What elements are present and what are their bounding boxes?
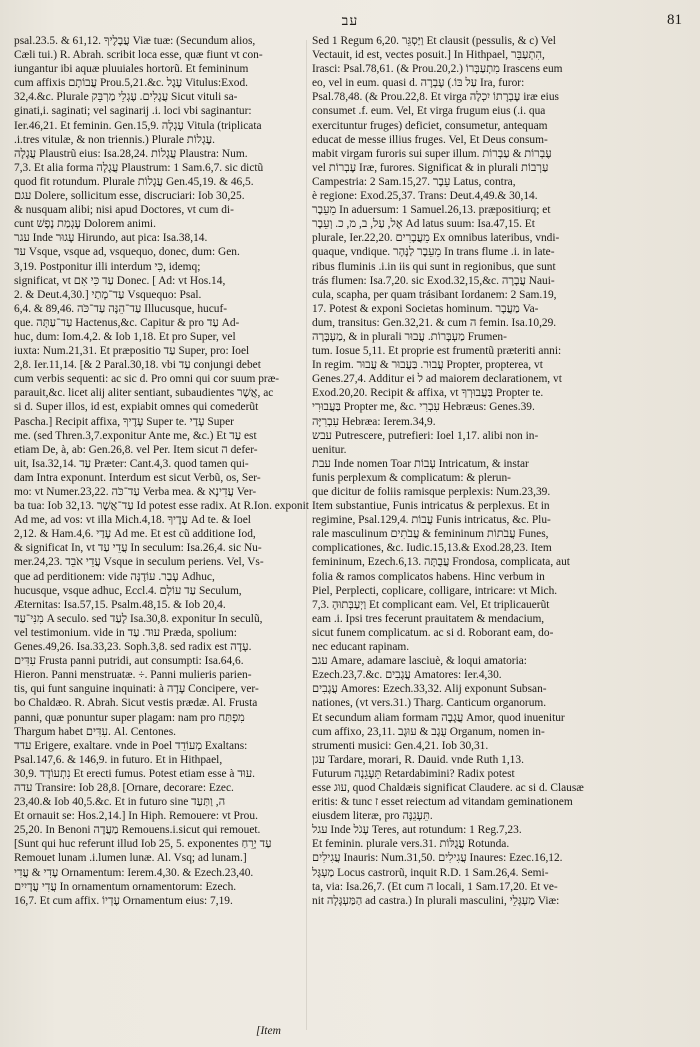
text-line: Æternitas: Isa.57,15. Psalm.48,15. & Iob 20,4. — [14, 598, 226, 611]
text-line: panni, quæ ponuntur super plagam: nam pro מִפְתַּח — [14, 711, 245, 724]
text-line: עגב Amare, adamare lasciuè, & loqui amatoria: — [312, 655, 527, 668]
text-line: huc, dum: Iom.4,2. & Iob 1,18. Et pro Super, vel — [14, 330, 236, 343]
text-line: 17. Potest & exponi Societas hominum. מַעֲבָר Va- — [312, 302, 539, 315]
text-line: strumenti musici: Gen.4,21. Iob 30,31. — [312, 739, 489, 752]
text-line: Futurum תֵּעָגֵנָה Retardabimini? Radix potest — [312, 767, 515, 780]
text-line: ribus fluminis .i.in iis qui sunt in regionibus, que sunt — [312, 260, 556, 273]
text-line: iungantur ibi aquæ pluuiales hortorũ. Et femininum — [14, 63, 249, 76]
text-line: עד Vsque, vsque ad, vsquequo, donec, dum: Gen. — [14, 246, 240, 259]
text-line: ta, via: Isa.26,7. (Et cum ה locali, 1 Sam.17,20. Et ve- — [312, 880, 558, 893]
text-line: mer.24,23. עֲדֵי אֹבֵד Vsque in seculum periens. Vel, Vs- — [14, 556, 264, 569]
text-line: עבש Putrescere, putrefieri: Ioel 1,17. alibi non in- — [312, 429, 539, 442]
text-line: עִדִּים Frusta panni putridi, aut consumpti: Isa.64,6. — [14, 655, 244, 668]
text-line: מַעְגָּל Locus castrorũ, inquit R.D. 1 Sam.26,4. Semi- — [312, 866, 549, 879]
text-line: iuxta: Num.21,31. Et præpositio עַד Super, pro: Ioel — [14, 345, 250, 358]
text-line: nec educant rapinam. — [312, 641, 410, 654]
text-line: consumet .f. eum. Vel, Et virga frugum eius (.i. qua — [312, 105, 546, 118]
text-line: me. (sed Thren.3,7.exponitur Ante me, &c.) Et עַד est — [14, 429, 257, 442]
text-line: hucusque, vsque adhuc, Eccl.4. עַד עוֹלָם Seculum, — [14, 584, 242, 597]
text-line: Cæli tui.) R. Abrah. scribit loca esse, quæ fiunt vt con- — [14, 49, 263, 62]
text-line: dum, transitus: Gen.32,21. & cum ה femin. Isa.10,29. — [312, 316, 557, 329]
text-line: que. עַד־עַתָּה Hactenus,&c. Capitur & pro עַד Ad- — [14, 316, 240, 329]
text-line: uit, Isa.32,14. עַד Præter: Cant.4,3. quod tamen qui- — [14, 457, 249, 470]
text-line: 7,3. וַיְעַבְּתוּהָ Et complicant eam. Vel, Et triplicauerũt — [312, 598, 550, 611]
text-line: è regione: Exod.25,37. Trans: Deut.4,49.& 30,14. — [312, 190, 538, 203]
text-line: Hieron. Panni menstruatæ. ÷. Panni mulieris parien- — [14, 669, 252, 682]
text-line: Genes.27,4. Additur ei ל ad maiorem declarationem, vt — [312, 373, 562, 386]
text-line: nit הַמַּעְגָּלָה ad castra.) In plurali masculini, מַעְגְּלֵי Viæ: — [312, 894, 560, 907]
text-line: & significat In, vt עֲדֵי עַד In seculum: Isa.26,4. sic Nu- — [14, 542, 262, 555]
text-line: psal.23.5. & 61,12. עֲבָלֶיךָ Viæ tuæ: (Secundum alios, — [14, 35, 256, 47]
text-line: In regim. עֲבוּר. בַּעֲבוּר & עֲבוּר Propter, propterea, vt — [312, 359, 543, 372]
text-line: rale masculinum עֲבֹתִים & femininum עֲבֹתוֹת Funes, — [312, 528, 549, 541]
text-line: Ier.46,21. Et feminin. Gen.15,9. עֶגְלָה Vitula (triplicata — [14, 119, 262, 132]
text-line: [Sunt qui huc referunt illud Iob 25, 5. exponentes עַד יָרֵחַ — [14, 838, 272, 851]
text-line: cum affixo, 23,11. עֻגָב & עוּגָב Organum, nomen in- — [312, 725, 545, 738]
text-line: עגר Inde עָגוּר Hirundo, aut pica: Isa.38,14. — [14, 232, 208, 245]
text-line: Et feminin. plurale vers.31. עֲגֻלּוֹת Rotunda. — [312, 838, 510, 851]
text-line: bo Chaldæo. R. Abrah. Sicut vestis prædæ. Al. Frusta — [14, 697, 258, 710]
page-number: 81 — [667, 12, 682, 28]
text-line: Sed 1 Regum 6,20. וַיַּסְגֵּר Et clausit (pessulis, & c) Vel — [312, 35, 556, 47]
text-line: עדד Erigere, exaltare. vnde in Poel מְעוֹדֵד Exaltans: — [14, 739, 248, 752]
text-line: Irasci: Psal.78,61. (& Prou.20,2.) מִתְעַבְּרוֹ Irascens eum — [312, 63, 563, 76]
text-line: sicut funem complicatum. ac si d. Roborant eam, do- — [312, 626, 554, 639]
text-line: que dicitur de foliis ramisque perplexis: Num.23,39. — [312, 486, 551, 498]
text-line: vel עֶבְרוֹת Iræ, furores. Significat & in plurali עַרְבוֹת — [312, 161, 549, 174]
running-head: עב — [341, 14, 359, 29]
text-line: Item substantiue, Funis intricatus & perplexus. Et in — [312, 500, 550, 513]
text-line: cula, scapha, per quam trásibant Iordanem: 2 Sam.19, — [312, 288, 557, 301]
text-line: Campestria: 2 Sam.15,27. עֵבֶר Latus, contra, — [312, 175, 516, 188]
text-line: עֲגִילִים Inauris: Num.31,50. עֲגִילִים Inaures: Ezec.16,12. — [312, 852, 563, 865]
text-line: quod fit rotundum. Plurale עֲגָלוֹת Gen.45,19. & 46,5. — [14, 175, 254, 188]
text-line: nationes, (vt vers.31.) Tharg. Canticum organorum. — [312, 697, 547, 710]
text-line: Vectauit, id est, vectes posuit.] In Hithpael, הִתְעַבֵּר, — [312, 49, 545, 62]
text-line: eiusdem literæ, pro תֵּעָגֵנָּה. — [312, 810, 433, 823]
text-line: cunt עָגְמַת נֶפֶשׁ Dolorem animi. — [14, 218, 156, 231]
text-line: 7,3. Et alia forma עֲגָלָה Plaustrum: 1 Sam.6,7. sic dictũ — [14, 161, 264, 174]
text-line: funis perplexum & complicatum: & plerun- — [312, 471, 511, 484]
text-line: בַּעֲבוּרִי Propter me, &c. עִבְרִי Hebræus: Genes.39. — [312, 401, 535, 414]
text-line: folia & ramos complicatos habens. Hinc verbum in — [312, 570, 545, 583]
text-line: uenitur. — [312, 443, 347, 456]
text-line: עֶדִי & עֲדִי Ornamentum: Ierem.4,30. & Ezech.23,40. — [14, 866, 254, 879]
text-line: Ad me, ad vos: vt illa Mich.4,18. עָדֶיךָ Ad te. & Ioel — [14, 514, 251, 527]
text-line: cum verbis sequenti: ac sic d. Pro omni qui cor suum præ- — [14, 373, 280, 386]
text-line: Thargum habet עִדִּים. Al. Centones. — [14, 725, 176, 738]
text-line: Et secundum aliam formam עֲגָבָה Amor, quod inuenitur — [312, 711, 565, 724]
text-line: 3,19. Postponitur illi interdum כִּי, idemq; — [14, 260, 201, 273]
page-header — [0, 12, 700, 34]
text-line: regimine, Psal.129,4. עֲבוֹת Funis intricatus, &c. Plu- — [312, 514, 551, 527]
text-line: 32,4.&c. Plurale עֲגָלִים. עֶגְלֵי מַרְבֵּק Sicut vituli sa- — [14, 91, 238, 104]
text-line: & nusquam alibi; nisi apud Doctores, vt cum di- — [14, 204, 234, 217]
text-line: מִנִּי־עַד A seculo. sed לָעַד Isa.30,8. exponitur In seculũ, — [14, 612, 263, 625]
text-line: eam .i. Ipsi tres fecerunt prauitatem & mendacium, — [312, 612, 545, 625]
text-line: etiam De, à, ab: Gen.26,8. vel Per. Item sicut ה defer- — [14, 443, 258, 456]
text-line: parauit,&c. licet alij aliter sentiant, subaudientes אֲשֶׁר, ac — [14, 387, 274, 400]
text-line: עֲגָבִים Amores: Ezech.33,32. Alij exponunt Subsan- — [312, 683, 547, 696]
text-line: Remouet lunam .i.lumen lunæ. Al. Vsq; ad lunam.] — [14, 852, 247, 865]
text-line: אֶל, עַל, ב, מ, כ. וְעֵבֶר Ad latus suum: Isa.47,15. Et — [312, 218, 535, 231]
text-line: tum. Iosue 5,11. Et proprie est frumentũ præteriti anni: — [312, 345, 562, 358]
text-line: plurale, Ier.22,20. מֵעֲבָרִים Ex omnibus lateribus, vndi- — [312, 232, 560, 245]
text-line: cum affixis עֲבוֹתָם Prou.5,21.&c. עֶגֶל Vitulus:Exod. — [14, 77, 249, 90]
text-line: עֲדִי עֲדָיִים In ornamentum ornamentorum: Ezech. — [14, 880, 237, 893]
text-line: 25,20. In Benoni מַעֲדֶה Remouens.i.sicut qui remouet. — [14, 824, 261, 837]
text-line: מַעְבָּרָה, & in plurali מַעְבָּרוֹת. עֲבוּר Frumen- — [312, 330, 507, 343]
right-column — [312, 34, 614, 1034]
text-line: si d. Super illos, id est, expiabit omnes qui comederũt — [14, 401, 259, 414]
text-line: עגל Inde עָגֹל Teres, aut rotundum: 1 Reg.7,23. — [312, 824, 522, 837]
text-line: Exod.20,20. Recipit & affixa, vt בַּעֲבוּרְךָ Propter te. — [312, 387, 544, 400]
text-line: 2,8. Ier.11,14. [& 2 Paral.30,18. vbi עַד conjungi debet — [14, 359, 261, 372]
text-line: Et ornauit se: Hos.2,14.] In Hiph. Remouere: vt Prou. — [14, 810, 258, 823]
text-line: tis, qui funt sanguine inquinati: à עָדָה Concipere, ver- — [14, 683, 259, 696]
text-line: mabit virgam furoris sui super illum. עֶבְרוֹת & עַבְרוֹת — [312, 147, 552, 160]
text-line: vel testimonium. vide in עוּד. עַד Præda, spolium: — [14, 626, 237, 639]
text-line: Genes.49,26. Isa.33,23. Soph.3,8. sed radix est עָדָה. — [14, 641, 252, 654]
text-line: עבת Inde nomen Toar עָבוֹת Intricatum, & instar — [312, 457, 529, 470]
text-line: Psal.78,48. (& Prou.22,8. Et virga עֶבְרָתוֹ יִכְלֶה iræ eius — [312, 91, 559, 104]
text-line: dam Intra exponunt. Interdum est sicut Verbũ, os, Ser- — [14, 471, 261, 484]
text-line: eo, vel in eum. quasi d. עַל בּוֹ.) עֶבְרָה Ira, furor: — [312, 77, 525, 90]
text-line: que ad perditionem: vide עָבַר. עוֹדֶנָּה Adhuc, — [14, 570, 215, 583]
text-line: femininum, Ezech.6,13. עֲבֻתָּה Frondosa, complicata, aut — [312, 556, 570, 569]
text-line: עִבְרִיָּה Hebræa: Ierem.34,9. — [312, 415, 436, 428]
text-line: eritis: & tunc ז esset reiectum ad vitandam geminationem — [312, 796, 573, 809]
text-line: ginati,i. saginati; vel saginarij .i. loci vbi saginantur: — [14, 105, 252, 118]
text-line: exercituntur fruges) deficiet, consumetur, antequam — [312, 119, 548, 132]
text-line: esse עוּג, quod Chaldæis significat Claudere. ac si d. Clausæ — [312, 781, 584, 794]
text-line: Piel, Perplecti, coplicare, colligare, intricare: vt Mich. — [312, 584, 558, 597]
text-line: educat de messe illius fruges. Vel, Et Deus consum- — [312, 133, 548, 146]
column-gutter — [306, 40, 307, 1030]
text-line: עגן Tardare, morari, R. Dauid. vnde Ruth 1,13. — [312, 753, 524, 766]
text-line: עגם Dolere, sollicitum esse, discruciari: Iob 30,25. — [14, 190, 245, 203]
text-line: עֲגָלָה Plaustrũ eius: Isa.28,24. עֲגָלוֹת Plaustra: Num. — [14, 147, 248, 160]
text-line: mo: vt Numer.23,22. עַד־כֹּה Verba mea. & עֲדִינָא Ver- — [14, 486, 257, 498]
catchword: [Item — [256, 1025, 281, 1037]
text-line: trás flumen: Isa.7,20. sic Exod.32,15,&c. עֲבָרָה Naui- — [312, 274, 555, 287]
text-line: Pascha.] Recipit affixa, עָדֶיךָ Super te. עָדַי Super — [14, 415, 234, 428]
text-line: מֵעֵבֶר In aduersum: 1 Samuel.26,13. præpositiurq; et — [312, 204, 551, 217]
text-line: quaque, vndique. מֵעֵבֶר לַנָּהָר In trans flume .i. in late- — [312, 246, 555, 259]
text-line: ba tua: Iob 32,13. עַד־אֲשֶׁר Id potest esse radix. At R.Ion. exponit — [14, 500, 309, 513]
text-line: Psal.147,6. & 146,9. in futuro. Et in Hithpael, — [14, 753, 223, 766]
text-line: Ezech.23,7.&c. עֲגָבִים Amatores: Ier.4,30. — [312, 669, 502, 682]
text-line: 2,12. & Ham.4,6. עָדַי Ad me. Et est cũ additione Iod, — [14, 528, 256, 541]
left-column — [14, 34, 316, 1034]
text-line: 23,40.& Iob 40,5.&c. Et in futuro sine ה, וַתַּעַד — [14, 796, 226, 809]
text-line: .i.tres vitulæ, & non triennis.) Plurale עֶגְלוֹת. — [14, 133, 216, 146]
text-line: 2. & Deut.4,30.] עַד־מָתַי Vsquequo: Psal. — [14, 288, 202, 301]
text-line: complicationes, &c. Iudic.15,13.& Exod.28,23. Item — [312, 542, 552, 555]
text-line: 16,7. Et cum affix. עֶדְיוֹ Ornamentum eius: 7,19. — [14, 894, 233, 907]
text-line: עדה Transire: Iob 28,8. [Ornare, decorare: Ezec. — [14, 781, 234, 794]
text-line: significat, vt עַד כִּי אִם Donec. [ Ad: vt Hos.14, — [14, 274, 226, 287]
text-line: 6,4. & 89,46. עַד־הֵנָּה עַד־כֹּה Illucusque, hucuf- — [14, 302, 228, 315]
text-line: 30,9. נִתְעוֹדָד Et erecti fumus. Potest etiam esse à עוּד. — [14, 767, 256, 780]
